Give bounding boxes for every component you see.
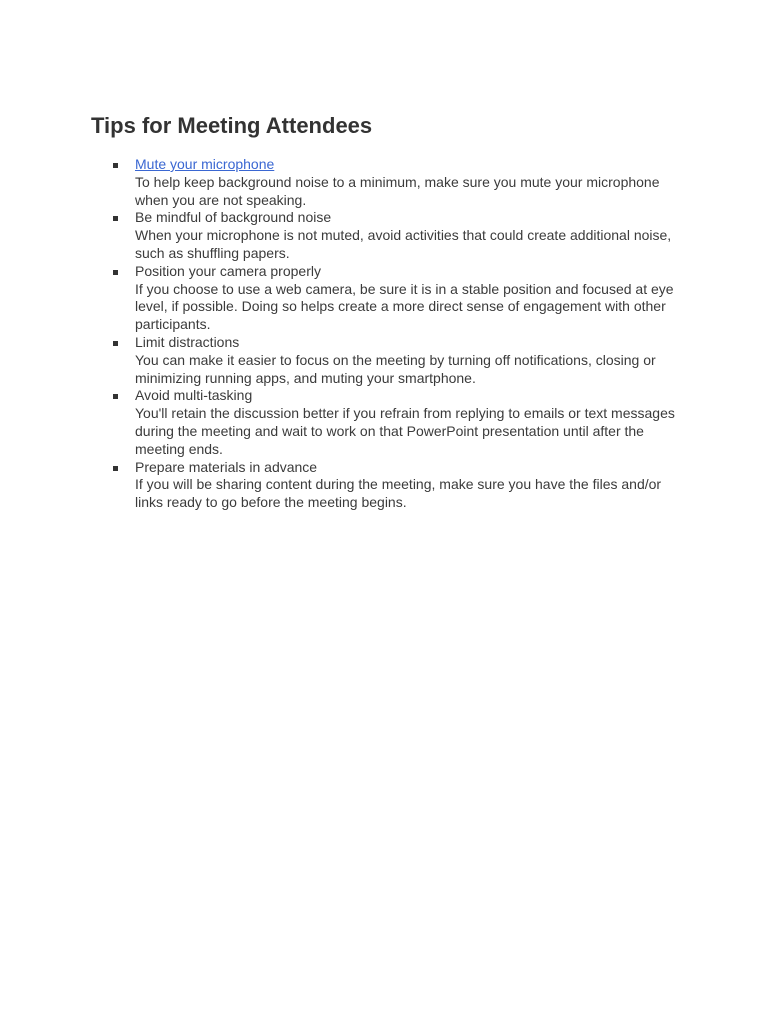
list-item bbox=[91, 334, 691, 387]
tip-title: Limit distractions bbox=[135, 333, 240, 350]
tips-list bbox=[91, 156, 691, 512]
list-item bbox=[91, 209, 691, 262]
bullet-icon bbox=[113, 466, 118, 471]
list-item bbox=[91, 387, 691, 458]
tip-title: Position your camera properly bbox=[135, 262, 321, 279]
tip-description: You'll retain the discussion better if you refrain from replying to emails or text messages during the meeting and wait to work on that PowerPoint presentation until after the meeting ends. bbox=[135, 405, 675, 457]
list-item bbox=[91, 459, 691, 512]
bullet-icon bbox=[113, 341, 118, 346]
bullet-icon bbox=[113, 270, 118, 275]
bullet-icon bbox=[113, 163, 118, 168]
page-title: Tips for Meeting Attendees bbox=[91, 113, 373, 138]
bullet-icon bbox=[113, 394, 118, 399]
document-page bbox=[91, 112, 691, 512]
tip-title: Prepare materials in advance bbox=[135, 458, 318, 475]
list-item bbox=[91, 156, 691, 209]
tip-description: If you choose to use a web camera, be sure it is in a stable position and focused at eye level, if possible. Doing so helps create a more direct sense of engagement with other participants. bbox=[135, 280, 674, 333]
bullet-icon bbox=[113, 216, 118, 221]
tip-title: Be mindful of background noise bbox=[135, 209, 332, 226]
tip-description: To help keep background noise to a minimum, make sure you mute your microphone when you are not speaking. bbox=[135, 173, 660, 208]
tip-description: When your microphone is not muted, avoid activities that could create additional noise, such as shuffling papers. bbox=[135, 227, 672, 261]
tip-title: Avoid multi-tasking bbox=[135, 387, 253, 404]
list-item bbox=[91, 263, 691, 334]
tip-description: You can make it easier to focus on the meeting by turning off notifications, closing or minimizing running apps, and muting your smartphone. bbox=[135, 351, 656, 386]
tip-description: If you will be sharing content during the meeting, make sure you have the files and/or links ready to go before the meeting begins. bbox=[135, 476, 662, 511]
tip-title-link[interactable]: Mute your microphone bbox=[135, 156, 275, 172]
